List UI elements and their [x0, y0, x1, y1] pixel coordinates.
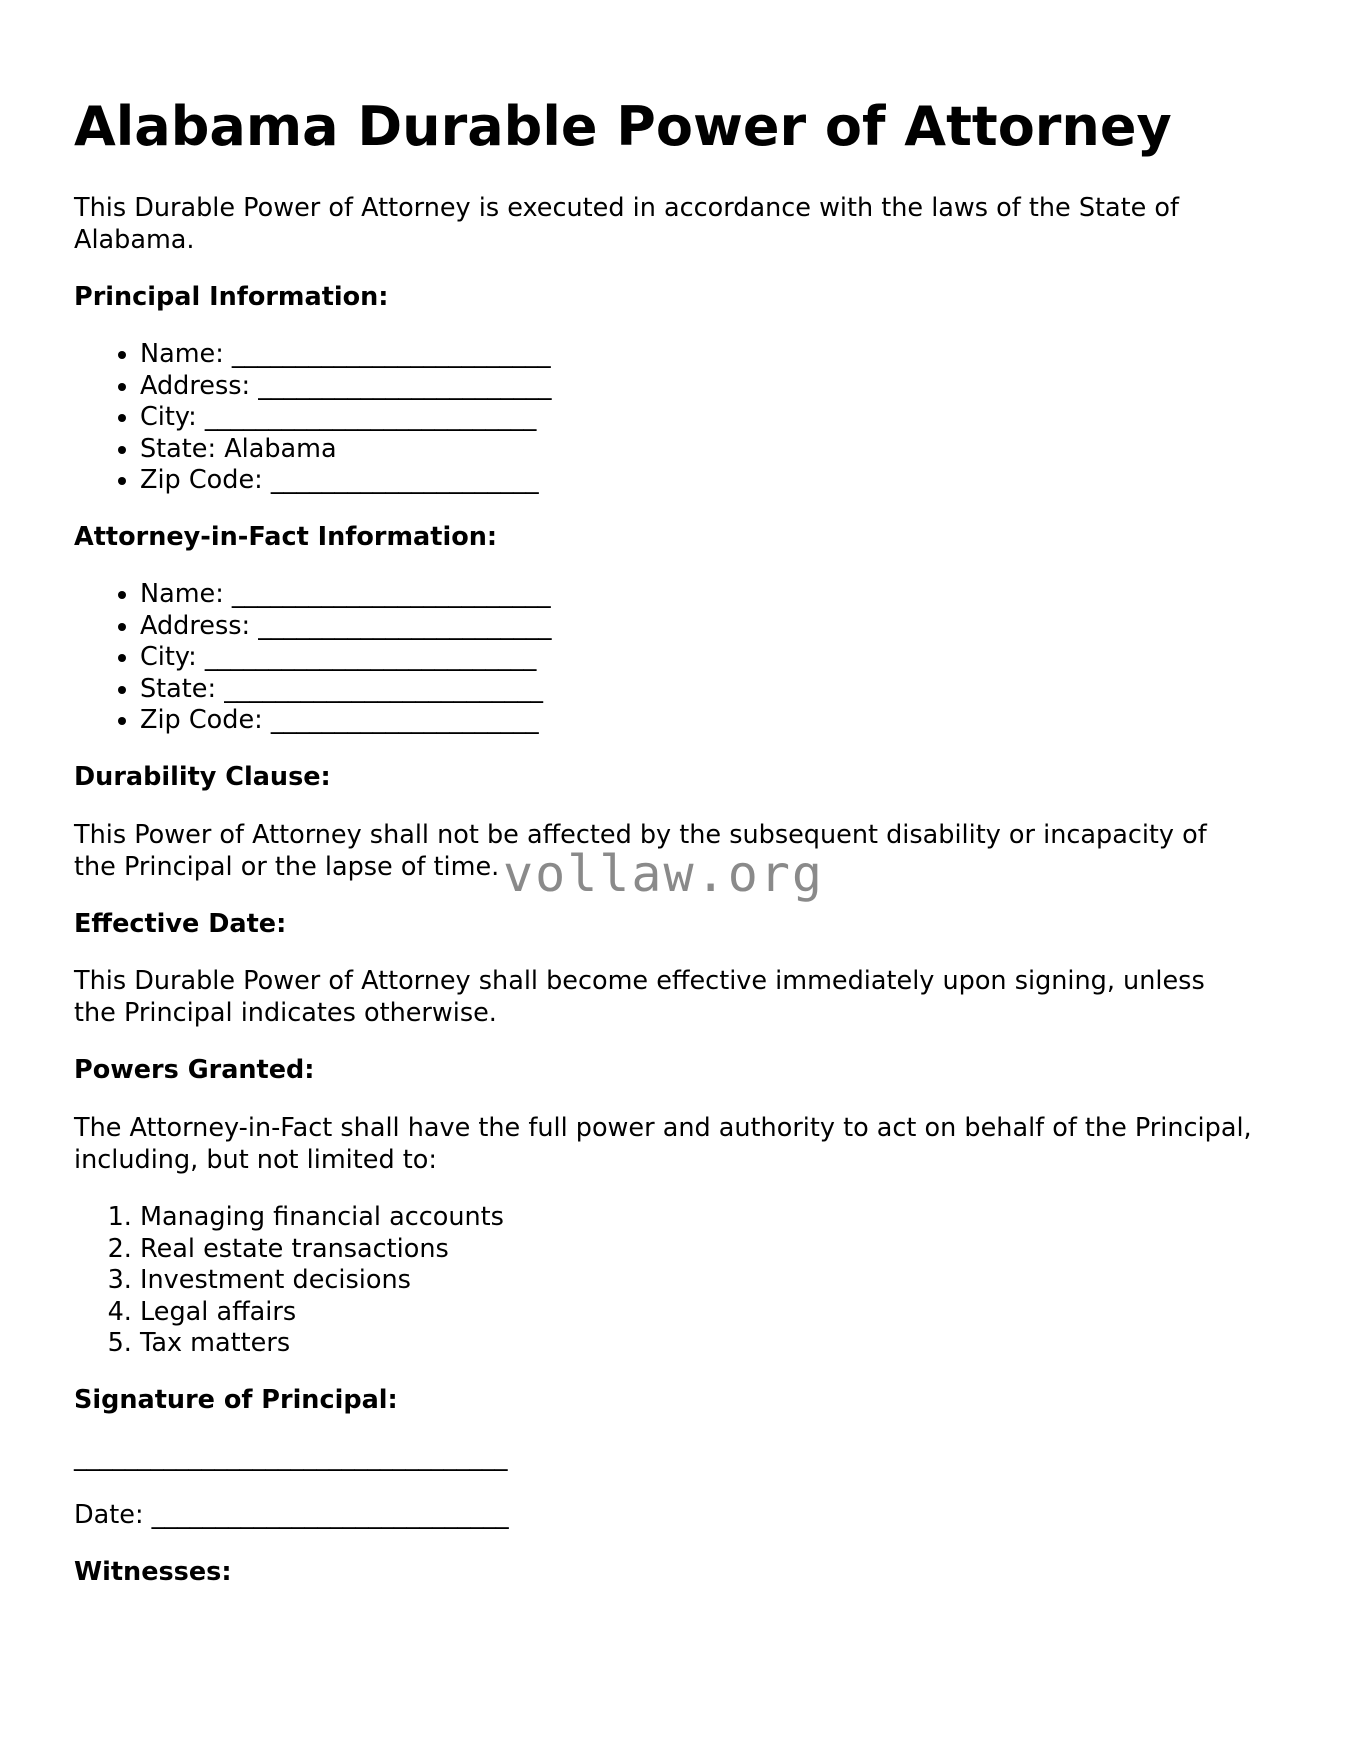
effective-heading: Effective Date:	[74, 909, 287, 939]
principal-heading: Principal Information:	[74, 282, 389, 312]
power-item: 2. Real estate transactions	[140, 1234, 504, 1266]
principal-address-item: • Address: _______________________	[140, 371, 552, 403]
attorney-heading: Attorney-in-Fact Information:	[74, 522, 498, 552]
power-item: 4. Legal affairs	[140, 1297, 504, 1329]
signature-line: __________________________________	[74, 1442, 508, 1472]
principal-city-item: • City: __________________________	[140, 402, 552, 434]
document-title: Alabama Durable Power of Attorney	[74, 95, 1172, 158]
signature-heading: Signature of Principal:	[74, 1385, 398, 1415]
principal-state-item: • State: Alabama	[140, 434, 552, 466]
attorney-name-item: • Name: _________________________	[140, 579, 552, 611]
attorney-address-item: • Address: _______________________	[140, 611, 552, 643]
principal-name-item: • Name: _________________________	[140, 339, 552, 371]
intro-paragraph: This Durable Power of Attorney is executed in accordance with the laws of the State of Alabama.	[74, 193, 1180, 255]
principal-list	[74, 339, 552, 497]
powers-heading: Powers Granted:	[74, 1055, 315, 1085]
witnesses-heading: Witnesses:	[74, 1557, 232, 1587]
attorney-list	[74, 579, 552, 737]
attorney-city-item: • City: __________________________	[140, 642, 552, 674]
signature-date-line: Date: ____________________________	[74, 1500, 509, 1530]
principal-zip-item: • Zip Code: _____________________	[140, 465, 552, 497]
watermark-text: vollaw.org	[503, 845, 825, 903]
powers-list	[74, 1202, 504, 1360]
power-item: 3. Investment decisions	[140, 1265, 504, 1297]
durability-heading: Durability Clause:	[74, 762, 331, 792]
durability-paragraph: This Power of Attorney shall not be affected by the subsequent disability or incapacity of the Principal or the lapse of time.	[74, 820, 1207, 882]
effective-paragraph: This Durable Power of Attorney shall become effective immediately upon signing, unless the Principal indicates otherwise.	[74, 966, 1205, 1028]
power-item: 1. Managing financial accounts	[140, 1202, 504, 1234]
attorney-zip-item: • Zip Code: _____________________	[140, 705, 552, 737]
powers-paragraph: The Attorney-in-Fact shall have the full power and authority to act on behalf of the Principal, including, but not limited to:	[74, 1113, 1252, 1175]
power-item: 5. Tax matters	[140, 1328, 504, 1360]
attorney-state-item: • State: _________________________	[140, 674, 552, 706]
